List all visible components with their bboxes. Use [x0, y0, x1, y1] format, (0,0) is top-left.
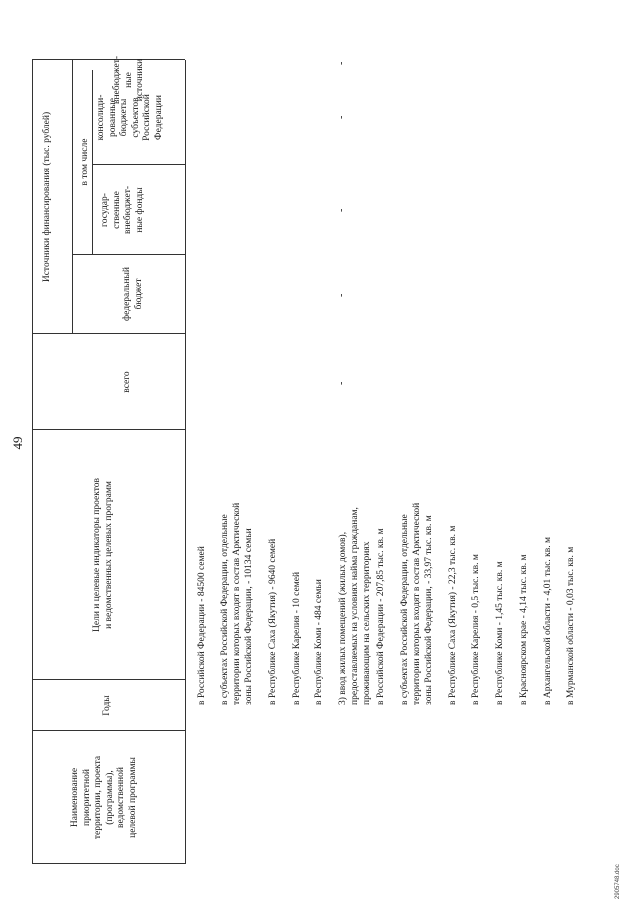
body-line: территории которых входят в состав Арктической — [232, 502, 242, 705]
grid-line — [32, 333, 185, 334]
header-funding-sources: Источники финансирования (тыс. рублей) — [42, 111, 52, 283]
body-line: в Республике Коми - 484 семьи — [314, 579, 324, 705]
body-line: зоны Российской Федерации, - 10134 семьи — [244, 528, 254, 705]
header-total: всего — [122, 371, 132, 393]
header-program-name: Наименование приоритетной территории, проекта (программы), ведомственной целевой программы — [70, 755, 138, 840]
grid-line — [72, 60, 73, 334]
grid-line — [185, 60, 186, 864]
file-name: 2905748.doc — [615, 864, 621, 899]
body-line: в Российской Федерации - 84500 семей — [197, 546, 207, 705]
body-line: в Красноярском крае - 4,14 тыс. кв. м — [519, 554, 529, 705]
grid-line — [32, 730, 185, 731]
grid-line — [92, 164, 185, 165]
header-consolidated-budgets: консолиди- рованные бюджеты субъектов Российской Федерации — [96, 94, 164, 141]
body-line: в Республике Карелия - 10 семей — [292, 571, 302, 705]
grid-line — [92, 70, 93, 255]
grid-line — [32, 679, 185, 680]
grid-line — [32, 863, 185, 864]
grid-line — [32, 429, 185, 430]
empty-cell-dash: - — [336, 61, 347, 65]
empty-cell-dash: - — [336, 115, 347, 119]
body-line: в субъектах Российской Федерации, отдельные — [220, 514, 230, 705]
empty-cell-dash: - — [336, 293, 347, 297]
body-line: в Республике Саха (Якутия) - 9640 семей — [268, 538, 278, 705]
body-line: территории которых входят в состав Арктической — [412, 502, 422, 705]
header-federal-budget: федеральный бюджет — [122, 267, 144, 321]
header-including: в том числе — [80, 138, 90, 186]
body-line: проживающим на сельских территориях — [362, 541, 372, 705]
body-line: в Республике Саха (Якутия) - 22,3 тыс. кв. м — [448, 525, 458, 705]
header-extrabudgetary: внебюджет- ные источники — [112, 55, 145, 105]
body-line: зоны Российской Федерации, - 33,97 тыс. кв. м — [424, 515, 434, 705]
header-years: Годы — [102, 695, 112, 716]
header-state-funds: государ- ственные внебюджет- ные фонды — [100, 185, 145, 235]
body-line: в Республике Карелия - 0,5 тыс. кв. м — [471, 554, 481, 705]
page-number: 49 — [10, 436, 25, 450]
body-line: в Архангельской области - 4,01 тыс. кв. м — [543, 536, 553, 705]
body-line: в Республике Коми - 1,45 тыс. кв. м — [495, 561, 505, 705]
header-goals: Цели и целевые индикаторы проектов и ведомственных целевых программ — [92, 478, 114, 632]
body-line: в Мурманской области - 0,03 тыс. кв. м — [566, 546, 576, 705]
body-line: предоставляемых на условиях найма гражданам, — [350, 507, 360, 705]
empty-cell-dash: - — [336, 381, 347, 385]
grid-line — [32, 60, 33, 864]
body-line: в субъектах Российской Федерации, отдельные — [400, 514, 410, 705]
body-line: в Российской Федерации - 207,85 тыс. кв. м — [376, 528, 386, 705]
body-line: 3) ввод жилых помещений (жилых домов), — [338, 531, 348, 705]
empty-cell-dash: - — [336, 208, 347, 212]
grid-line — [32, 59, 185, 60]
